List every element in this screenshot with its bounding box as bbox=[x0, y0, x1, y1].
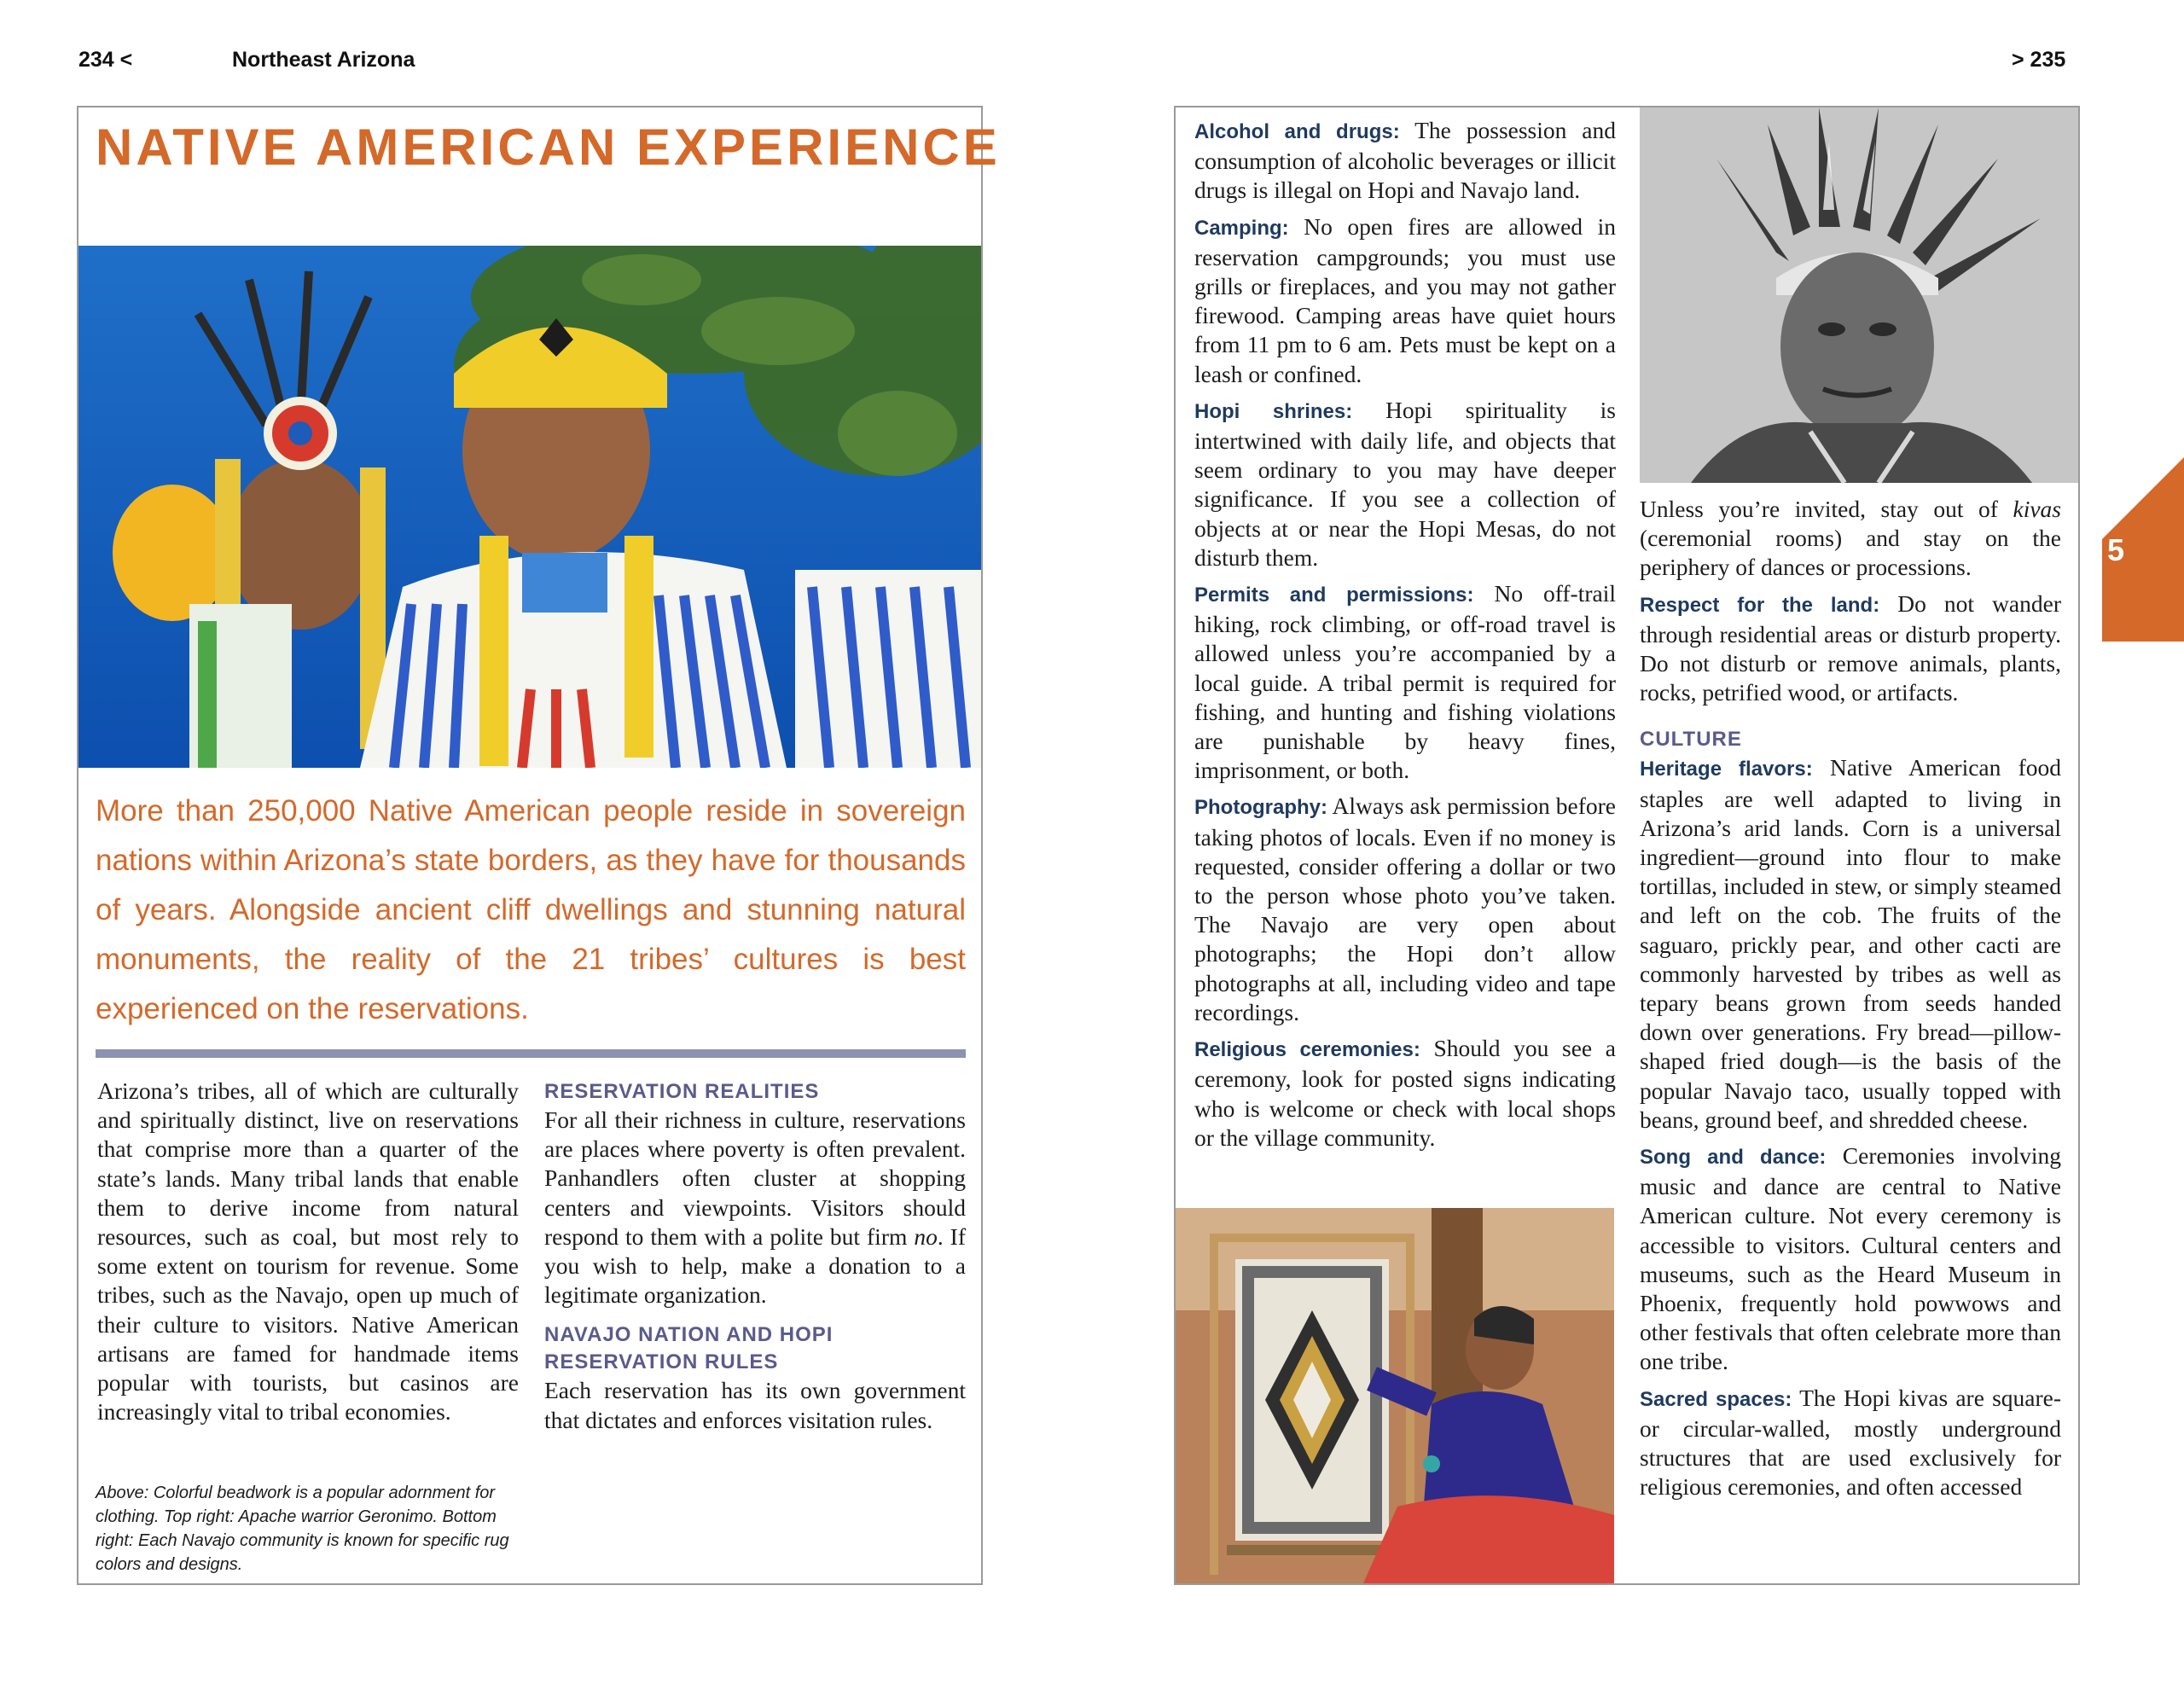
right-column-1 bbox=[1194, 116, 1616, 1159]
entry-term: Camping: bbox=[1194, 216, 1289, 240]
photo-beadwork-children bbox=[78, 246, 981, 768]
entry-term: Heritage flavors: bbox=[1640, 758, 1813, 781]
entry-term: Hopi shrines: bbox=[1194, 399, 1353, 423]
rules-entry-3 bbox=[1194, 396, 1616, 572]
rules-entry-1 bbox=[1194, 116, 1616, 206]
entry-term: Sacred spaces: bbox=[1640, 1387, 1792, 1411]
lead-paragraph: More than 250,000 Native American people reside in sovereign nations within Arizona’s state borders, as they have for thousands of years. Alongside ancient cliff dwellings and stunning natural monuments, the reality of the 21 tribes’ cultures is best experienced on the reservations. bbox=[96, 794, 966, 1025]
entry-text: Always ask permission before taking photos of locals. Even if no money is requested, consider offering a dollar or two to the person whose photo you’ve taken. The Navajo are very open about photographs; the Hopi don’t allow photographs at all, including video and tape recordings. bbox=[1194, 793, 1616, 1025]
photo-geronimo bbox=[1640, 107, 2078, 483]
entry-term: Religious ceremonies: bbox=[1194, 1038, 1420, 1062]
culture-entry-2 bbox=[1640, 1141, 2061, 1377]
entry-text: The possession and consumption of alcoholic beverages or illicit drugs is illegal on Hopi and Navajo land. bbox=[1194, 117, 1616, 204]
right-column-2 bbox=[1640, 495, 2061, 1509]
paragraph-reservation-rules: Each reservation has its own government that dictates and enforces visitation rules. bbox=[544, 1377, 966, 1433]
left-column-1 bbox=[97, 1077, 519, 1426]
entry-text: Hopi spirituality is intertwined with daily life, and objects that seem ordinary to you may have deeper significance. If you see a collection of objects at or near the Hopi Mesas, do not disturb them. bbox=[1194, 396, 1616, 571]
heading-reservation-rules: NAVAJO NATION AND HOPI RESERVATION RULES bbox=[544, 1323, 834, 1374]
page-title: NATIVE AMERICAN EXPERIENCE bbox=[96, 119, 1001, 176]
left-page-number: 234 < bbox=[78, 48, 133, 72]
entry-respect-land: Respect for the land: Do not wander through residential areas or disturb property. Do not disturb or remove animals, plants, rocks, petrified wood, or artifacts. bbox=[1640, 589, 2061, 706]
entry-term: Alcohol and drugs: bbox=[1194, 120, 1400, 143]
heading-reservation-realities: RESERVATION REALITIES bbox=[544, 1080, 820, 1103]
entry-text: Should you see a ceremony, look for posted signs indicating who is welcome or check with local shops or the village community. bbox=[1194, 1035, 1616, 1151]
intro-paragraph: Arizona’s tribes, all of which are culturally and spiritually distinct, live on reservations that comprise more than a quarter of the state’s lands. Many tribal lands that enable them to derive income from natural resources, such as coal, but most rely to some extent on tourism for revenue. Some tribes, such as the Navajo, open up much of their culture to visitors. Native American artisans are famed for handmade items popular with tourists, but casinos are increasingly vital to tribal economies. bbox=[97, 1077, 519, 1426]
heading-culture: CULTURE bbox=[1640, 728, 1742, 752]
photo-caption: Above: Colorful beadwork is a popular adornment for clothing. Top right: Apache warrior Geronimo. Bottom right: Each Navajo community is known for specific rug colors and designs. bbox=[96, 1484, 509, 1574]
entry-text: The Hopi kivas are square- or circular-walled, mostly underground structures that are used exclusively for religious ceremonies, and often accessed bbox=[1640, 1384, 2062, 1501]
rules-entry-4 bbox=[1194, 579, 1616, 785]
rules-entry-6 bbox=[1194, 1034, 1616, 1153]
section-rule bbox=[96, 1049, 966, 1058]
left-column-2 bbox=[544, 1078, 966, 1435]
entry-text: Native American food staples are well adapted to living in Arizona’s arid lands. Corn is a universal ingredient—ground into flour to make tortillas, included in stew, or simply steamed and left on the cob. The fruits of the saguaro, prickly pear, and other cacti are commonly harvested by tribes as well as tepary beans grown from seeds handed down over generations. Fry bread—pillow-shaped fried dough—is the basis of the popular Navajo taco, usually topped with beans, ground beef, and shredded cheese. bbox=[1640, 754, 2062, 1133]
culture-entry-1 bbox=[1640, 753, 2061, 1135]
photo-navajo-weaver bbox=[1176, 1208, 1614, 1583]
right-page-number: > 235 bbox=[2012, 48, 2066, 72]
entry-term: Photography: bbox=[1194, 796, 1327, 820]
culture-entry-3 bbox=[1640, 1384, 2061, 1502]
entry-text: No off-trail hiking, rock climbing, or off-road travel is allowed unless you’re accompanied by a local guide. A tribal permit is required for fishing, and hunting and fishing violations are punishable by heavy fines, imprisonment, or both. bbox=[1194, 580, 1616, 784]
entry-term: Song and dance: bbox=[1640, 1146, 1827, 1170]
entry-text: No open fires are allowed in reservation campgrounds; you must use grills or fireplaces, and you may not gather firewood. Camping areas have quiet hours from 11 pm to 6 am. Pets must be kept on a leash or confined. bbox=[1194, 212, 1616, 387]
paragraph-reservation-realities: For all their richness in culture, reservations are places where poverty is often prevalent. Panhandlers often cluster at shopping centers and viewpoints. Visitors should respond to them with a polite but firm no. If you wish to help, make a donation to a legitimate organization. bbox=[544, 1106, 966, 1309]
entry-term: Permits and permissions: bbox=[1194, 584, 1474, 607]
rules-entry-2 bbox=[1194, 212, 1616, 389]
paragraph-kivas: Unless you’re invited, stay out of kivas (ceremonial rooms) and stay on the periphery of dances or processions. bbox=[1640, 496, 2061, 581]
rules-entry-5 bbox=[1194, 792, 1616, 1027]
running-head: Northeast Arizona bbox=[232, 48, 415, 72]
entry-text: Ceremonies involving music and dance are central to Native American culture. Not every ceremony is accessible to visitors. Cultural centers and museums, such as the Heard Museum in Phoenix, frequently hold powwows and other festivals that often celebrate more than one tribe. bbox=[1640, 1142, 2061, 1375]
chapter-tab-number: 5 bbox=[2107, 532, 2125, 567]
